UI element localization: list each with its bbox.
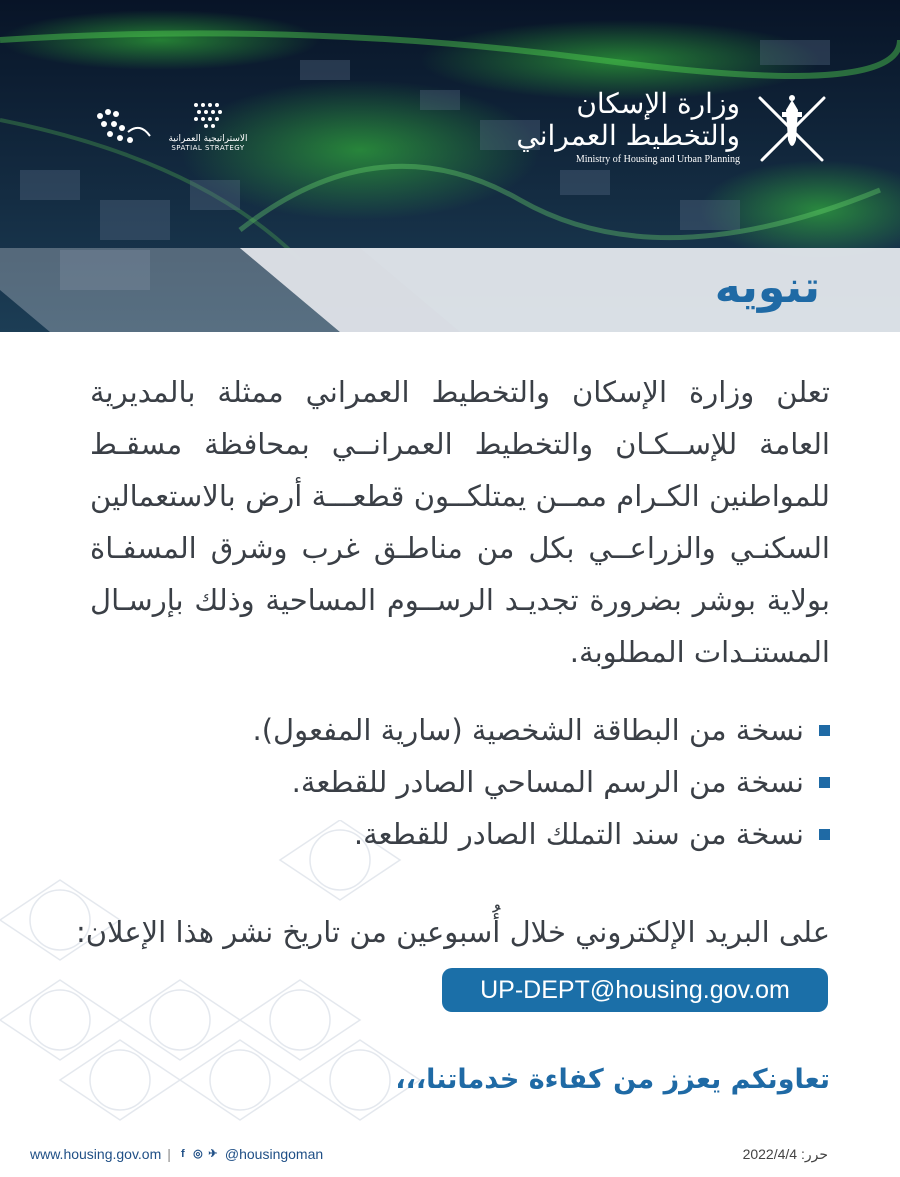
header-banner [0,0,900,332]
footer-contact [30,1146,323,1162]
email-intro-text: على البريد الإلكتروني خلال أُسبوعين من تاريخ نشر هذا الإعلان: [75,915,830,949]
closing-text: تعاونكم يعزز من كفاءة خدماتنا،،، [395,1064,830,1095]
spatial-strategy-ar: الاستراتيجية العمرانية [168,134,248,144]
publish-date [743,1146,828,1163]
ministry-name-ar-line1: وزارة الإسكان [576,87,740,120]
social-icons [177,1148,219,1160]
twitter-icon[interactable]: ✈ [208,1148,218,1160]
social-handle[interactable]: @housingoman [224,1146,324,1162]
ministry-name-ar-line2: والتخطيط العمراني [516,119,740,152]
website-link[interactable]: www.housing.gov.om [30,1146,162,1162]
spatial-strategy-dots-icon [191,100,225,130]
ministry-logo-text [516,88,740,165]
footer-separator: | [167,1146,171,1162]
requirements-list [190,704,830,860]
instagram-icon[interactable]: ◎ [193,1148,203,1160]
vision-logo-icon [88,102,158,152]
date-value: 2022/4/4 [742,1146,798,1162]
date-label: حرر: [800,1146,828,1162]
facebook-icon[interactable]: f [181,1148,185,1160]
spatial-strategy-logo [168,100,248,152]
email-link[interactable]: UP-DEPT@housing.gov.om [442,968,828,1012]
oman-emblem-icon [752,90,832,166]
page-title: تنويه [714,262,820,313]
spatial-strategy-en: SPATIAL STRATEGY [171,144,245,152]
list-item: نسخة من سند التملك الصادر للقطعة. [190,808,830,860]
announcement-paragraph: تعلن وزارة الإسكان والتخطيط العمراني ممثلة بالمديرية العامة للإســكـان والتخطيط العمرانــي بمحافظة مسقـط للمواطنين الكـرام ممــن يمتلكــون قطعـــة أرض بالاستعمالين السكنـي والزراعــي بكل من مناطـق غرب وشرق المسفـاة بولاية بوشر بضرورة تجديـد الرســوم المساحية وذلك بإرسـال المستنـدات المطلوبة. [90,375,830,669]
list-item: نسخة من البطاقة الشخصية (سارية المفعول). [190,704,830,756]
list-item: نسخة من الرسم المساحي الصادر للقطعة. [190,756,830,808]
ministry-name-en: Ministry of Housing and Urban Planning [575,154,740,165]
